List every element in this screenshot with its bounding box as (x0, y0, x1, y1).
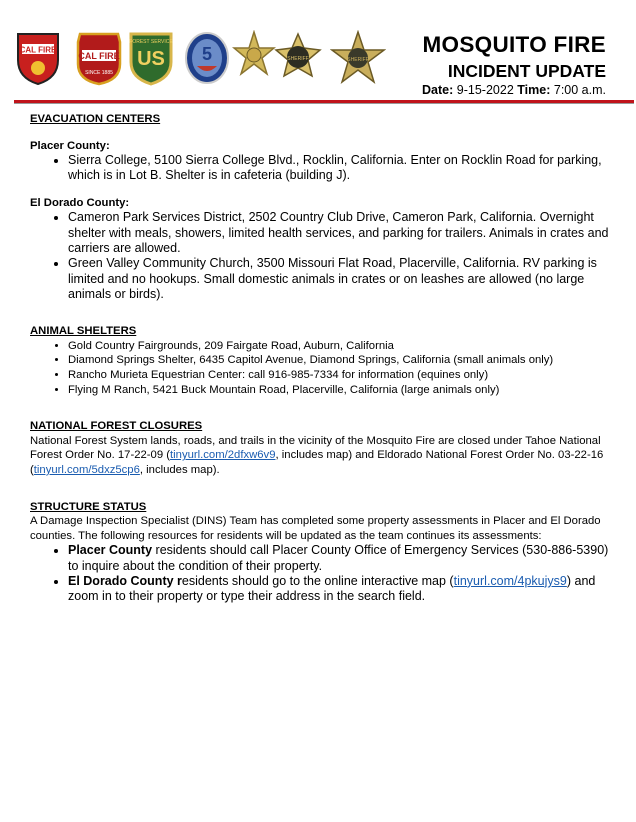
svg-text:FOREST SERVICE: FOREST SERVICE (129, 39, 173, 45)
list-item: • Green Valley Community Church, 3500 Missouri Flat Road, Placerville, California. RV parking is limited and no hookups. Small domestic animals in crates or on leashes are allowed (no large animals or birds). (68, 256, 610, 302)
document-body (30, 112, 610, 604)
placer-county-sheriff-logo (272, 30, 324, 86)
el-dorado-evac-list (30, 210, 610, 302)
tahoe-order-link[interactable]: tinyurl.com/2dfxw6v9 (170, 449, 276, 462)
forest-closures-heading: NATIONAL FOREST CLOSURES (30, 420, 203, 433)
date-value: 9-15-2022 (456, 83, 514, 97)
svg-text:SHERIFF: SHERIFF (287, 56, 309, 62)
title-block (422, 32, 606, 98)
structure-list (30, 543, 610, 604)
placer-county-text: residents should call Placer County Office of Emergency Services (530-886-5390) to inquire about the condition of their property. (68, 543, 609, 573)
list-item (68, 574, 610, 605)
list-item: • Diamond Springs Shelter, 6435 Capitol Avenue, Diamond Springs, California (small animals only) (68, 353, 610, 368)
placer-county-bold: Placer County (68, 543, 153, 558)
time-value: 7:00 a.m. (553, 83, 606, 97)
placer-county-label: Placer County: (30, 139, 110, 152)
list-item (68, 543, 610, 574)
list-item: • Sierra College, 5100 Sierra College Blvd., Rocklin, California. Enter on Rocklin Road for parking, which is in Lot B. Shelter is in cafeteria (building J). (68, 153, 610, 184)
el-dorado-sheriff-star-logo (330, 30, 386, 86)
forest-service-logo (127, 30, 175, 86)
list-item: • Flying M Ranch, 5421 Buck Mountain Road, Placerville, California (large animals only) (68, 383, 610, 398)
interactive-map-link[interactable]: tinyurl.com/4pkujys9 (453, 573, 567, 588)
evacuation-centers-heading: EVACUATION CENTERS (30, 113, 161, 125)
svg-text:5: 5 (201, 44, 213, 64)
forest-closures-paragraph (30, 434, 610, 478)
page-title: MOSQUITO FIRE (422, 32, 606, 57)
list-item: • Gold Country Fairgrounds, 209 Fairgate Road, Auburn, California (68, 339, 610, 354)
date-time-line (422, 83, 606, 98)
forest-text-part: National Forest System lands, roads, and trails in the vicinity of the Mosquito Fire are closed under Tahoe National Forest Order No. 17-22-09 ( (30, 434, 601, 462)
structure-status-heading: STRUCTURE STATUS (30, 500, 147, 513)
animal-shelters-list (30, 339, 610, 397)
forest-text-part: , includes map). (139, 463, 220, 476)
cal-fire-shield-logo (14, 30, 62, 86)
time-label: Time: (517, 83, 551, 97)
el-dorado-county-bold: El Dorado County r (68, 573, 182, 588)
structure-intro: A Damage Inspection Specialist (DINS) Team has completed some property assessments in Placer and El Dorado counties. The following resources for residents will be updated as the team continues its assessments: (30, 515, 601, 542)
svg-text:SHERIFF: SHERIFF (347, 57, 369, 63)
el-dorado-text: esidents should go to the online interactive map ( (181, 573, 454, 588)
el-dorado-text: ) and zoom in to their property or type their address in the search field. (68, 573, 596, 604)
eldorado-order-link[interactable]: tinyurl.com/5dxz5cp6 (33, 463, 140, 476)
list-item: • Rancho Murieta Equestrian Center: call 916-985-7334 for information (equines only) (68, 368, 610, 383)
cal-fire-badge-logo (74, 30, 124, 86)
header-divider-shadow (14, 103, 634, 104)
caltrans-district-logo (183, 30, 231, 86)
animal-shelters-heading: ANIMAL SHELTERS (30, 325, 137, 338)
header (0, 0, 636, 104)
svg-text:SINCE 1885: SINCE 1885 (85, 70, 113, 76)
placer-sheriff-star-logo (232, 30, 276, 86)
list-item: • Cameron Park Services District, 2502 Country Club Drive, Cameron Park, California. Overnight shelter with meals, showers, limited health services, and parking for trailers. Animals in crates and carriers are allowed. (68, 210, 610, 256)
forest-text-part: , includes map) and Eldorado National Forest Order No. 03-22-16 ( (30, 449, 604, 476)
page-subtitle: INCIDENT UPDATE (447, 61, 606, 81)
svg-text:CAL FIRE: CAL FIRE (19, 45, 57, 55)
el-dorado-county-label: El Dorado County: (30, 196, 130, 209)
placer-evac-list (30, 153, 610, 184)
svg-text:US: US (137, 48, 165, 70)
svg-text:CAL FIRE: CAL FIRE (78, 51, 120, 61)
date-label: Date: (422, 83, 454, 97)
